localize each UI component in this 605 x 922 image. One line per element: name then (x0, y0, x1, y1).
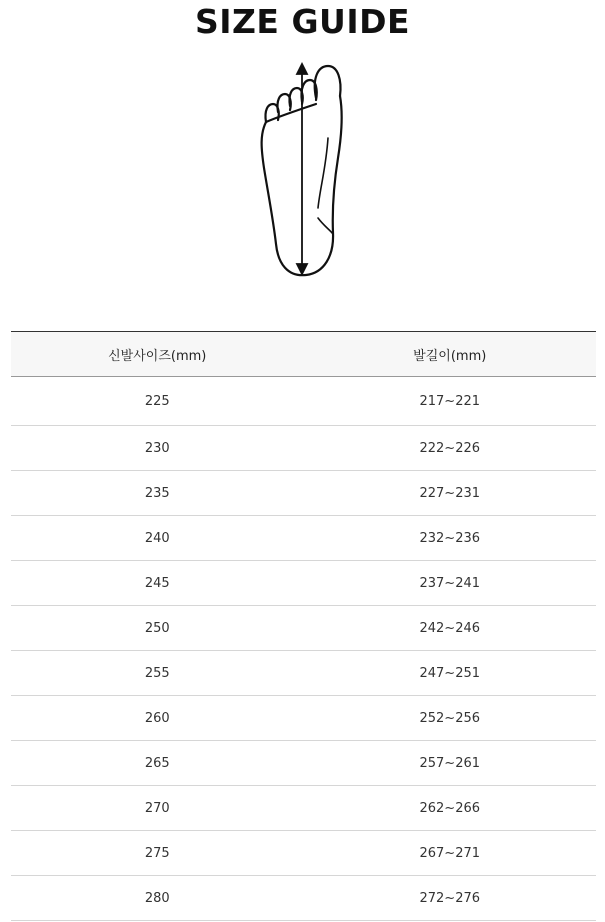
table-row (11, 561, 596, 606)
shoe-size-cell: 265 (144, 755, 170, 771)
table-row (11, 876, 596, 921)
foot-length-measurement-icon (250, 58, 350, 280)
foot-length-cell: 222~226 (419, 440, 481, 456)
shoe-size-cell: 255 (144, 665, 170, 681)
foot-length-cell: 272~276 (419, 890, 481, 906)
header-foot-length: 발길이(mm) (413, 348, 487, 364)
table-row (11, 377, 596, 426)
table-row (11, 606, 596, 651)
shoe-size-cell: 275 (144, 845, 170, 861)
shoe-size-cell: 230 (144, 440, 170, 456)
shoe-size-cell: 245 (144, 575, 170, 591)
table-row (11, 516, 596, 561)
table-row (11, 786, 596, 831)
foot-length-cell: 242~246 (419, 620, 481, 636)
table-row (11, 651, 596, 696)
shoe-size-cell: 225 (144, 393, 170, 409)
foot-length-cell: 227~231 (419, 485, 481, 501)
shoe-size-cell: 280 (144, 890, 170, 906)
table-row (11, 741, 596, 786)
table-row (11, 426, 596, 471)
table-row (11, 831, 596, 876)
foot-length-cell: 247~251 (419, 665, 481, 681)
foot-length-cell: 232~236 (419, 530, 481, 546)
shoe-size-cell: 270 (144, 800, 170, 816)
shoe-size-cell: 240 (144, 530, 170, 546)
foot-length-cell: 267~271 (419, 845, 481, 861)
foot-length-cell: 257~261 (419, 755, 481, 771)
foot-length-cell: 262~266 (419, 800, 481, 816)
foot-length-cell: 252~256 (419, 710, 481, 726)
page-title: SIZE GUIDE (194, 2, 411, 41)
header-shoe-size: 신발사이즈(mm) (108, 348, 207, 364)
size-table (11, 331, 596, 921)
shoe-size-cell: 260 (144, 710, 170, 726)
shoe-size-cell: 235 (144, 485, 170, 501)
foot-length-cell: 217~221 (419, 393, 481, 409)
foot-length-cell: 237~241 (419, 575, 481, 591)
table-row (11, 471, 596, 516)
table-header-row (11, 332, 596, 377)
table-row (11, 696, 596, 741)
shoe-size-cell: 250 (144, 620, 170, 636)
